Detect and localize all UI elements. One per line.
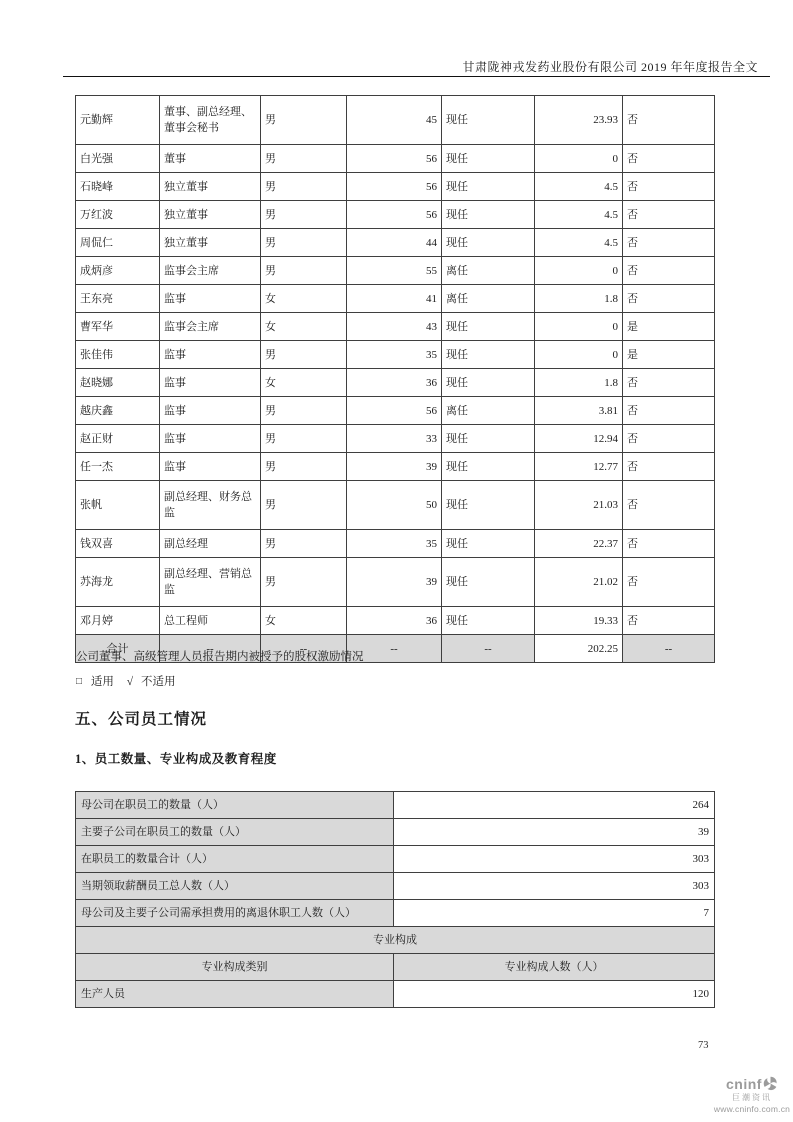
- officer-name: 赵正财: [76, 425, 160, 453]
- officer-gender: 男: [261, 173, 347, 201]
- officer-age: 50: [347, 481, 442, 530]
- officer-name: 越庆鑫: [76, 397, 160, 425]
- cninfo-url: www.cninfo.com.cn: [713, 1104, 791, 1114]
- officer-gender: 女: [261, 369, 347, 397]
- composition-columns-row: [76, 954, 715, 981]
- composition-category-header: 专业构成类别: [76, 954, 394, 981]
- officer-position: 监事会主席: [160, 313, 261, 341]
- officer-gender: 男: [261, 96, 347, 145]
- employee-count-row: [76, 819, 715, 846]
- officer-status: 现任: [442, 313, 535, 341]
- total-pay: 202.25: [535, 635, 623, 663]
- officer-row: [76, 201, 715, 229]
- employee-count-label: 主要子公司在职员工的数量（人）: [76, 819, 394, 846]
- officer-status: 现任: [442, 607, 535, 635]
- officer-pay: 23.93: [535, 96, 623, 145]
- employee-stats-table: [75, 791, 715, 1008]
- officer-position: 副总经理、财务总监: [160, 481, 261, 530]
- header-divider: [63, 76, 770, 77]
- officer-gender: 女: [261, 607, 347, 635]
- officer-position: 监事: [160, 397, 261, 425]
- officer-pay: 12.94: [535, 425, 623, 453]
- officer-row: [76, 558, 715, 607]
- officer-age: 56: [347, 201, 442, 229]
- officer-gender: 男: [261, 229, 347, 257]
- officer-name: 赵晓娜: [76, 369, 160, 397]
- officer-incentive: 否: [623, 145, 715, 173]
- officer-age: 56: [347, 145, 442, 173]
- officer-incentive: 否: [623, 530, 715, 558]
- officer-pay: 1.8: [535, 285, 623, 313]
- total-age: --: [347, 635, 442, 663]
- not-applicable-label: 不适用: [140, 676, 176, 688]
- officer-pay: 0: [535, 341, 623, 369]
- officer-name: 钱双喜: [76, 530, 160, 558]
- officer-name: 邓月婷: [76, 607, 160, 635]
- officer-incentive: 否: [623, 229, 715, 257]
- officer-incentive: 否: [623, 558, 715, 607]
- employee-count-row: [76, 792, 715, 819]
- officer-row: [76, 369, 715, 397]
- employee-count-label: 当期领取薪酬员工总人数（人）: [76, 873, 394, 900]
- applicable-label: 适用: [90, 676, 114, 688]
- check-icon: √: [126, 676, 134, 688]
- officer-incentive: 否: [623, 397, 715, 425]
- officer-row: [76, 229, 715, 257]
- officer-age: 43: [347, 313, 442, 341]
- officer-gender: 男: [261, 558, 347, 607]
- officer-row: [76, 607, 715, 635]
- officer-pay: 22.37: [535, 530, 623, 558]
- officer-age: 44: [347, 229, 442, 257]
- cninfo-swirl-icon: [763, 1076, 778, 1091]
- officer-age: 39: [347, 453, 442, 481]
- officer-incentive: 否: [623, 481, 715, 530]
- officer-name: 周侃仁: [76, 229, 160, 257]
- officer-position: 副总经理: [160, 530, 261, 558]
- officer-pay: 0: [535, 145, 623, 173]
- cninfo-logo: [712, 1076, 792, 1114]
- officer-age: 35: [347, 341, 442, 369]
- page-header-title: 甘肃陇神戎发药业股份有限公司 2019 年年度报告全文: [462, 60, 758, 74]
- officer-status: 离任: [442, 285, 535, 313]
- officer-pay: 4.5: [535, 229, 623, 257]
- checkbox-unchecked-icon: □: [76, 676, 83, 687]
- equity-incentive-note: 公司董事、高级管理人员报告期内被授予的股权激励情况: [76, 651, 364, 663]
- officer-position: 监事: [160, 341, 261, 369]
- officer-status: 现任: [442, 145, 535, 173]
- total-label: 合计: [76, 635, 160, 663]
- officer-position: 监事: [160, 285, 261, 313]
- officer-age: 36: [347, 369, 442, 397]
- officer-position: 副总经理、营销总监: [160, 558, 261, 607]
- officer-pay: 19.33: [535, 607, 623, 635]
- employee-count-label: 母公司在职员工的数量（人）: [76, 792, 394, 819]
- officer-position: 独立董事: [160, 173, 261, 201]
- officer-gender: 男: [261, 453, 347, 481]
- officer-name: 元勤辉: [76, 96, 160, 145]
- officer-position: 总工程师: [160, 607, 261, 635]
- officer-position: 监事会主席: [160, 257, 261, 285]
- officer-pay: 4.5: [535, 173, 623, 201]
- employee-count-value: 39: [394, 819, 715, 846]
- officer-row: [76, 481, 715, 530]
- officer-incentive: 否: [623, 173, 715, 201]
- officer-row: [76, 397, 715, 425]
- officer-gender: 女: [261, 285, 347, 313]
- employee-count-row: [76, 900, 715, 927]
- officer-incentive: 否: [623, 285, 715, 313]
- officer-age: 41: [347, 285, 442, 313]
- officer-pay: 12.77: [535, 453, 623, 481]
- officer-status: 现任: [442, 558, 535, 607]
- officer-row: [76, 257, 715, 285]
- cninfo-brand-text: cninf: [726, 1075, 762, 1092]
- composition-row: [76, 981, 715, 1008]
- cninfo-brand-chinese: 巨潮资讯: [732, 1093, 772, 1102]
- employee-count-value: 303: [394, 873, 715, 900]
- officer-incentive: 否: [623, 96, 715, 145]
- page-number: 73: [698, 1040, 709, 1051]
- total-position: --: [160, 635, 261, 663]
- officer-position: 监事: [160, 425, 261, 453]
- officer-name: 苏海龙: [76, 558, 160, 607]
- officer-incentive: 否: [623, 453, 715, 481]
- officer-row: [76, 341, 715, 369]
- composition-count-header: 专业构成人数（人）: [394, 954, 715, 981]
- officer-gender: 女: [261, 313, 347, 341]
- officer-gender: 男: [261, 530, 347, 558]
- employee-count-label: 在职员工的数量合计（人）: [76, 846, 394, 873]
- officer-position: 董事: [160, 145, 261, 173]
- officer-status: 现任: [442, 481, 535, 530]
- composition-header-row: [76, 927, 715, 954]
- officer-age: 39: [347, 558, 442, 607]
- officer-pay: 21.02: [535, 558, 623, 607]
- officer-row: [76, 453, 715, 481]
- applicability-line: [76, 673, 175, 689]
- employee-count-row: [76, 873, 715, 900]
- officer-status: 现任: [442, 369, 535, 397]
- officer-pay: 21.03: [535, 481, 623, 530]
- officer-pay: 0: [535, 313, 623, 341]
- officer-name: 王东亮: [76, 285, 160, 313]
- composition-label: 生产人员: [76, 981, 394, 1008]
- officer-incentive: 否: [623, 369, 715, 397]
- officer-position: 独立董事: [160, 201, 261, 229]
- officer-age: 56: [347, 173, 442, 201]
- officer-age: 56: [347, 397, 442, 425]
- section-heading-employees: 五、公司员工情况: [75, 711, 208, 728]
- total-incentive: --: [623, 635, 715, 663]
- officer-status: 现任: [442, 173, 535, 201]
- officer-status: 现任: [442, 229, 535, 257]
- officer-gender: 男: [261, 145, 347, 173]
- officer-incentive: 否: [623, 425, 715, 453]
- officer-status: 现任: [442, 453, 535, 481]
- employee-count-value: 264: [394, 792, 715, 819]
- officer-pay: 0: [535, 257, 623, 285]
- officer-name: 张帆: [76, 481, 160, 530]
- total-gender: --: [261, 635, 347, 663]
- officer-incentive: 否: [623, 201, 715, 229]
- officer-status: 现任: [442, 530, 535, 558]
- officer-name: 任一杰: [76, 453, 160, 481]
- total-status: --: [442, 635, 535, 663]
- employee-count-value: 7: [394, 900, 715, 927]
- employee-count-row: [76, 846, 715, 873]
- composition-header: 专业构成: [76, 927, 715, 954]
- officer-name: 成炳彦: [76, 257, 160, 285]
- officer-position: 董事、副总经理、董事会秘书: [160, 96, 261, 145]
- officer-incentive: 是: [623, 341, 715, 369]
- employee-count-value: 303: [394, 846, 715, 873]
- composition-value: 120: [394, 981, 715, 1008]
- officer-gender: 男: [261, 257, 347, 285]
- officer-status: 离任: [442, 257, 535, 285]
- officer-gender: 男: [261, 481, 347, 530]
- officer-gender: 男: [261, 201, 347, 229]
- officer-pay: 4.5: [535, 201, 623, 229]
- officer-name: 万红波: [76, 201, 160, 229]
- officer-name: 石晓峰: [76, 173, 160, 201]
- officer-incentive: 否: [623, 257, 715, 285]
- cninfo-brand-line: [712, 1076, 792, 1091]
- officer-status: 现任: [442, 341, 535, 369]
- officer-status: 现任: [442, 201, 535, 229]
- subsection-heading-employee-numbers: 1、员工数量、专业构成及教育程度: [75, 752, 277, 766]
- officer-name: 曹军华: [76, 313, 160, 341]
- officer-row: [76, 96, 715, 145]
- officer-status: 现任: [442, 425, 535, 453]
- officer-row: [76, 313, 715, 341]
- officer-row: [76, 530, 715, 558]
- officer-row: [76, 425, 715, 453]
- officer-age: 55: [347, 257, 442, 285]
- officer-age: 45: [347, 96, 442, 145]
- officer-pay: 3.81: [535, 397, 623, 425]
- officer-age: 35: [347, 530, 442, 558]
- officer-gender: 男: [261, 425, 347, 453]
- officer-age: 33: [347, 425, 442, 453]
- officer-status: 离任: [442, 397, 535, 425]
- officer-gender: 男: [261, 397, 347, 425]
- officer-position: 监事: [160, 369, 261, 397]
- officer-name: 白光强: [76, 145, 160, 173]
- officer-row: [76, 145, 715, 173]
- officer-status: 现任: [442, 96, 535, 145]
- officer-position: 独立董事: [160, 229, 261, 257]
- officer-name: 张佳伟: [76, 341, 160, 369]
- officer-row: [76, 173, 715, 201]
- officer-position: 监事: [160, 453, 261, 481]
- officer-incentive: 否: [623, 607, 715, 635]
- officer-pay: 1.8: [535, 369, 623, 397]
- officer-incentive: 是: [623, 313, 715, 341]
- officer-age: 36: [347, 607, 442, 635]
- employee-count-label: 母公司及主要子公司需承担费用的离退休职工人数（人）: [76, 900, 394, 927]
- officer-row: [76, 285, 715, 313]
- officer-gender: 男: [261, 341, 347, 369]
- officers-table: [75, 95, 715, 663]
